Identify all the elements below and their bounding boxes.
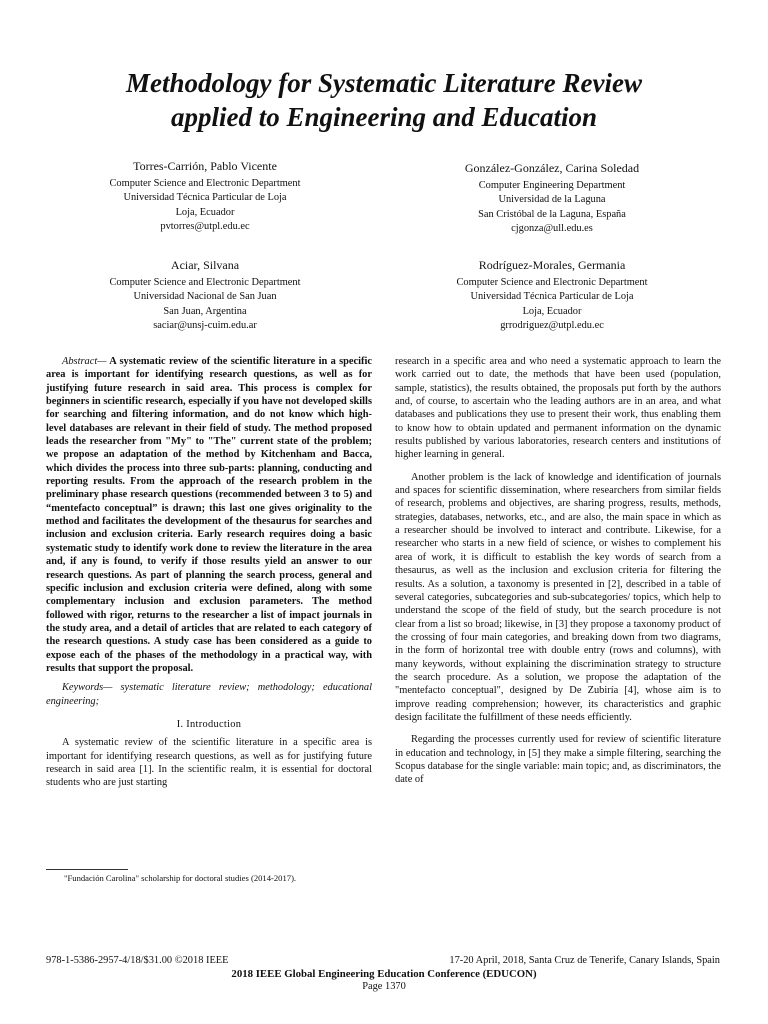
abstract-label: Abstract— (62, 356, 107, 367)
section-heading-introduction: I. Introduction (176, 718, 242, 730)
intro-paragraph: Another problem is the lack of knowledge and identification of journals and spaces for scientific dissemination, where researchers from similar fields of research, problems and objectives, are sharing progress, results, methods, strategies, databases, networks, etc., and are also, the main space in which as a researcher should be involved to interact and contribute. Likewise, for a researcher who starts in a new field of science, or wishes to complement his area of work, it is difficult to establish the key words of search from a thesaurus, as well as the inclusion and exclusion criteria for filtering the results. As a solution, a taxonomy is presented in [2], described in a table of several categories, subcategories and sub-subcategories/ topics, which help to understand the scope of the field of study, but the search procedure is not clear from a list so broad; likewise, in [3] they propose a taxonomy product of the crossing of four main categories, and breaking down from two diagrams, in the form of horizontal tree with double entry (rows and columns), with many keywords, without explaining the discrimination strategy to structure the search procedure. As a solution, we propose the adaptation of the "mentefacto conceptual", designed by De Zubiría [4], whose aim is to improve reading comprehension; however, its characteristics and graphic design facilitate the fulfillment of these needs efficiently. (395, 471, 721, 723)
footer-conference: 2018 IEEE Global Engineering Education Conference (EDUCON) (231, 968, 537, 980)
title-line-1: Methodology for Systematic Literature Review (126, 68, 642, 98)
author-location: San Cristóbal de la Laguna, España (478, 208, 626, 220)
abstract-text: A systematic review of the scientific literature in a specific area is important for identifying research questions, as well as for justifying future research in said area. This process is complex for beginners in scientific research, especially if you have not developed skills for searching and filtering information, and do not know which high-level databases are relevant in their field of study. The method proposed leads the researcher from "My" to "The" current state of the problem; we propose an adaptation of the method by Kitchenham and Bacca, which divides the process into three sub-parts: planning, conducting and reporting results. From the approach of the research problem in the preliminary phase research questions (recommended between 3 to 5) and “mentefacto conceptual” is drawn; this last one gives originality to the method and facilitates the development of the thesaurus for searches and inclusion and exclusion criteria. Early research requires doing a basic systematic study to identify work done to review the literature in the area and, if any is found, to verify if those results yield an answer to our research questions. As part of planning the search process, general and specific inclusion and exclusion criteria were defined, along with some complementary inclusion and exclusion parameters. The method followed with rigor, returns to the researcher a list of impact journals in the study area, and a detail of articles that are related to each category of the research questions. A study case has been considered as a guide to expose each of the phases of the methodology in a practical way, with results that support the proposal. (46, 356, 372, 674)
footer-page-number: Page 1370 (362, 981, 406, 992)
author-block (402, 160, 702, 236)
author-name: Rodríguez-Morales, Germania (478, 258, 626, 272)
paper-title (40, 66, 728, 134)
author-block (402, 257, 702, 333)
footer-dates: 17-20 April, 2018, Santa Cruz de Tenerife, Canary Islands, Spain (449, 955, 720, 966)
author-email: grrodriguez@utpl.edu.ec (500, 319, 604, 331)
title-line-2: applied to Engineering and Education (170, 102, 598, 132)
author-department: Computer Science and Electronic Department (109, 277, 301, 288)
author-department: Computer Science and Electronic Department (109, 178, 301, 189)
keywords: Keywords— systematic literature review; methodology; educational engineering; (46, 682, 372, 707)
author-location: San Juan, Argentina (163, 305, 247, 317)
author-university: Universidad Técnica Particular de Loja (470, 291, 634, 303)
author-department: Computer Science and Electronic Department (456, 277, 648, 288)
author-university: Universidad de la Laguna (498, 194, 606, 206)
author-location: Loja, Ecuador (175, 206, 235, 218)
author-university: Universidad Nacional de San Juan (133, 291, 277, 303)
author-department: Computer Engineering Department (478, 180, 626, 191)
footnote: "Fundación Carolina" scholarship for doctoral studies (2014-2017). (64, 873, 297, 883)
author-name: Torres-Carrión, Pablo Vicente (133, 159, 277, 173)
author-name: Aciar, Silvana (170, 258, 240, 272)
intro-paragraph: A systematic review of the scientific literature in a specific area is important for identifying research questions, as well as for justifying future research in said area [1]. In the scientific realm, it is essential for doctoral students who are just starting (46, 737, 372, 789)
author-email: pvtorres@utpl.edu.ec (160, 220, 250, 232)
author-email: saciar@unsj-cuim.edu.ar (153, 319, 257, 331)
author-email: cjgonza@ull.edu.es (511, 222, 593, 234)
right-column (395, 355, 721, 787)
author-name: González-González, Carina Soledad (464, 161, 640, 175)
author-block (55, 158, 355, 234)
author-block (55, 257, 355, 333)
footnote-divider (46, 869, 128, 870)
left-column (46, 355, 372, 790)
author-university: Universidad Técnica Particular de Loja (123, 192, 287, 204)
author-location: Loja, Ecuador (522, 305, 582, 317)
footer-isbn: 978-1-5386-2957-4/18/$31.00 ©2018 IEEE (46, 955, 229, 966)
intro-paragraph: Regarding the processes currently used for review of scientific literature in education and technology, in [5] they make a simple filtering, searching the Scopus database for the single variable: main topic; and, as discriminators, the date of (395, 734, 721, 786)
intro-paragraph-continued: research in a specific area and who need a systematic approach to learn the work carried out to date, the methods that have been used (population, sample, statistics), the results obtained, the proposals put forth by the authors and, of course, to ascertain who the leading authors are in an area, and what databases and publications they use to present their work, thus enabling them to know how to obtain updated and permanent information on the dynamic results published by various laboratories, research centers and institutions of higher learning in general. (395, 356, 721, 461)
abstract (46, 355, 372, 675)
